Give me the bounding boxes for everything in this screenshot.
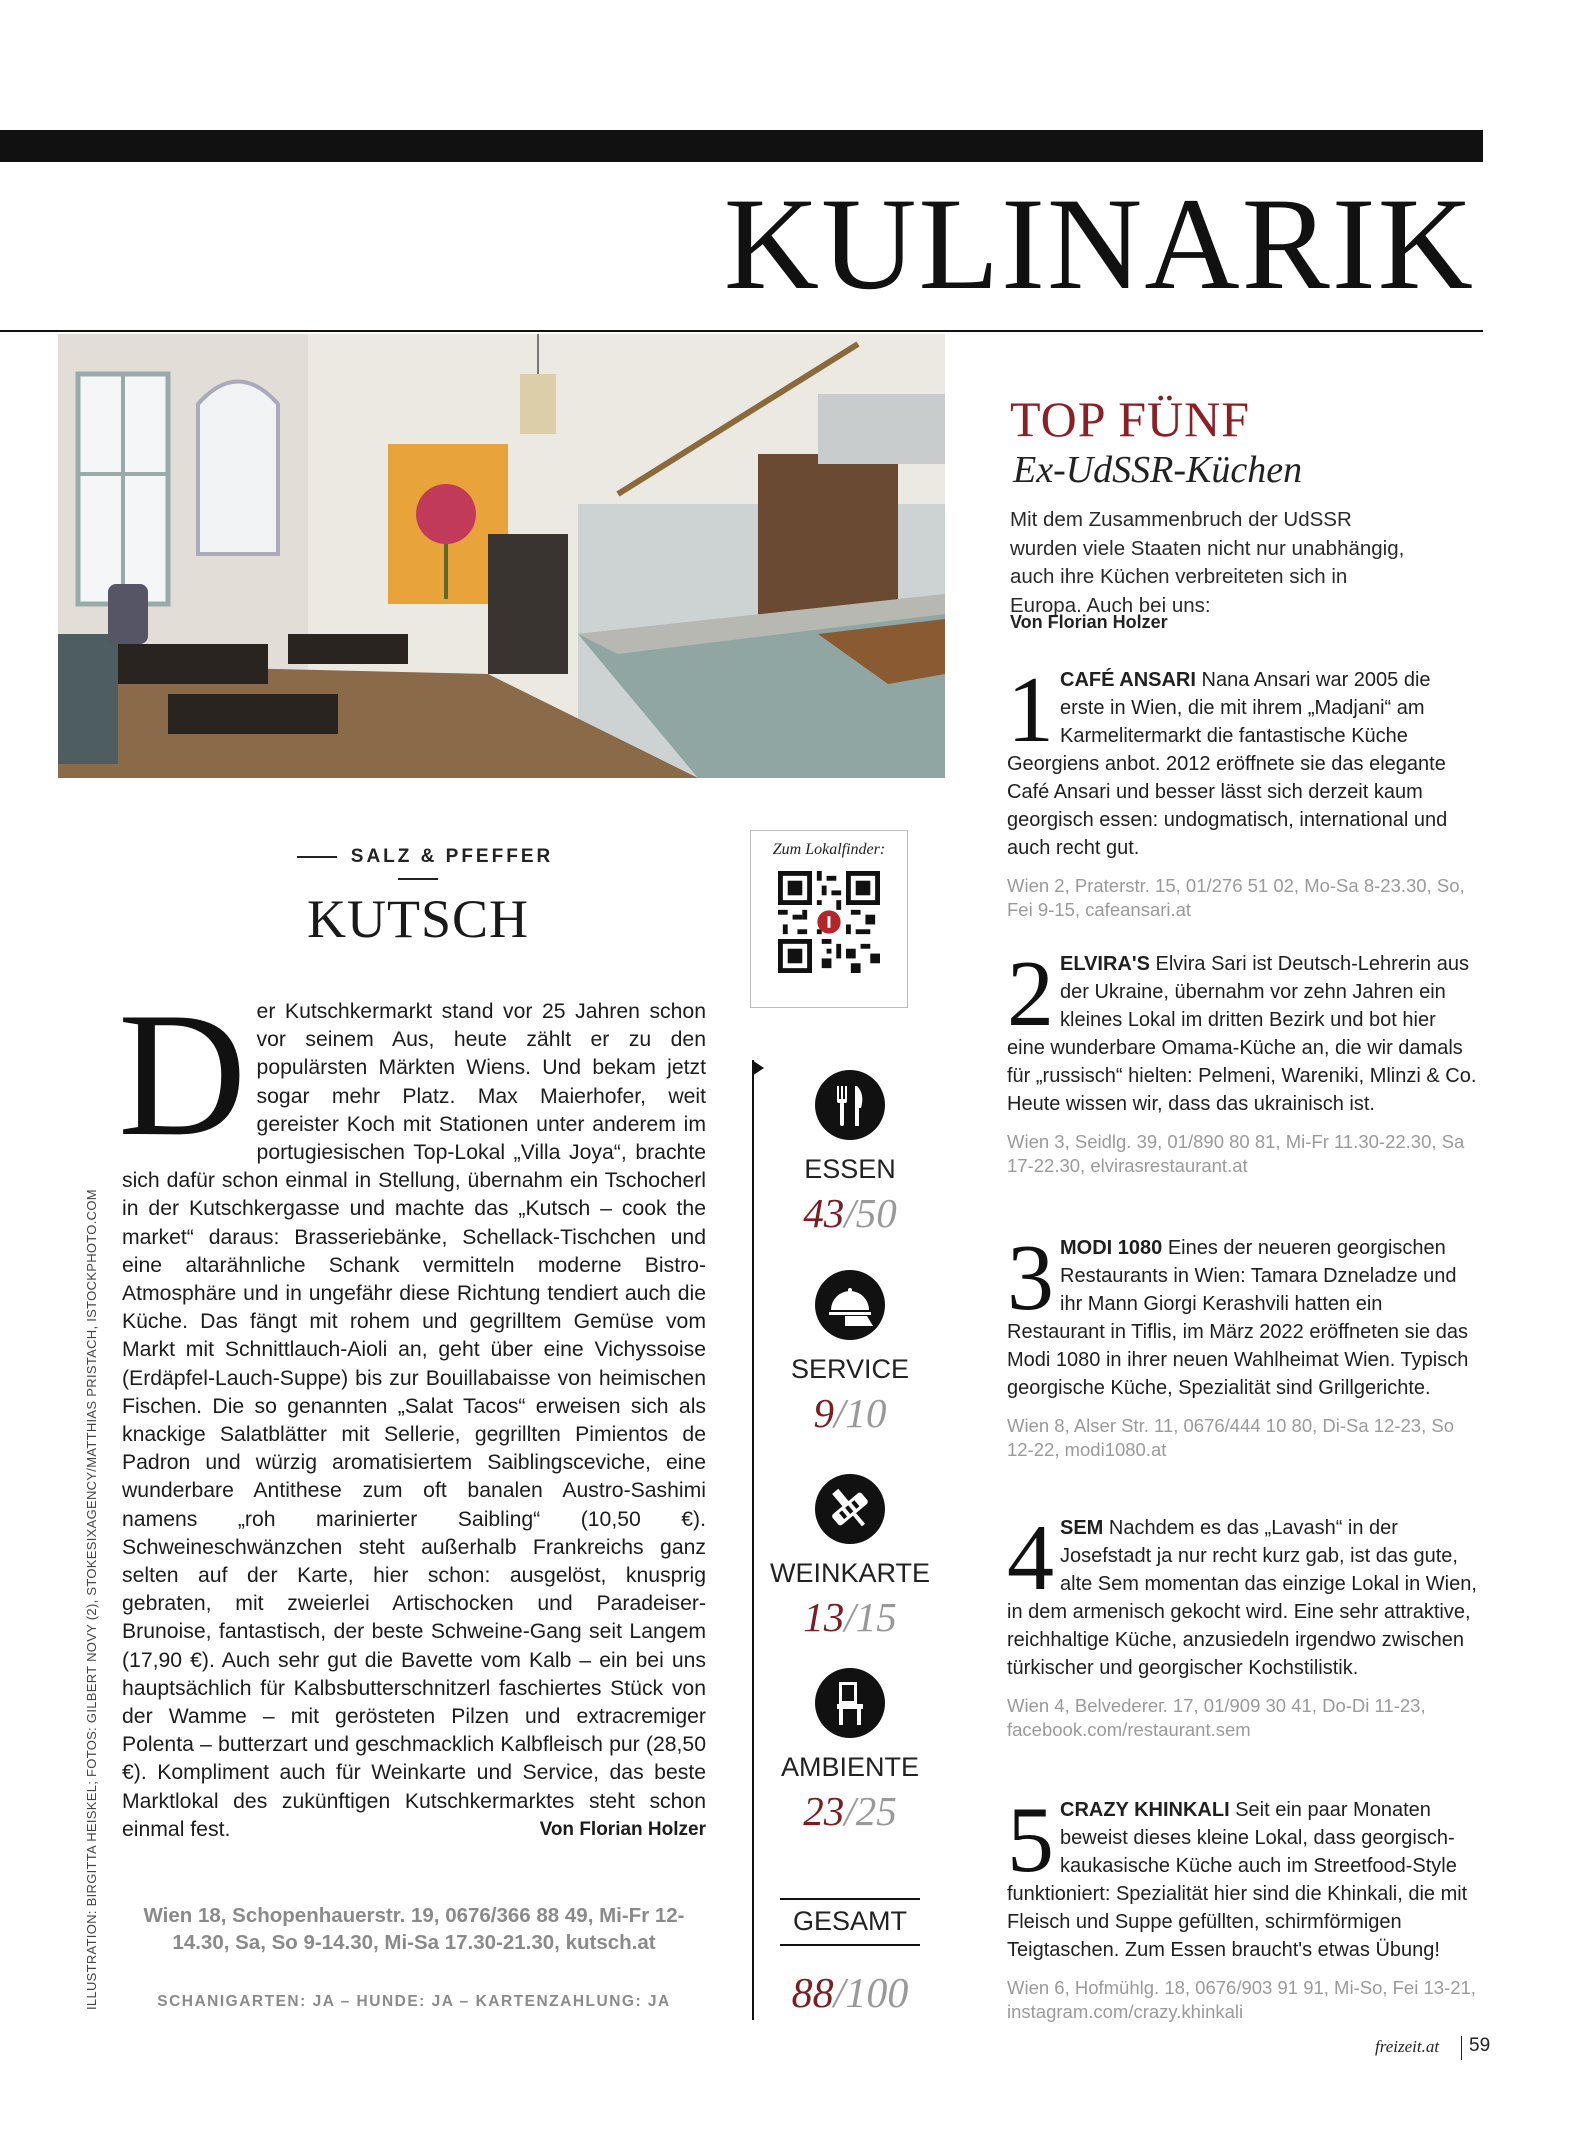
restaurant-facts: SCHANIGARTEN: JA – HUNDE: JA – KARTENZAHLUNG: JA (157, 1993, 671, 2010)
rating-score-max: /50 (844, 1190, 897, 1236)
entry-info: Wien 6, Hofmühlg. 18, 0676/903 91 91, Mi-So, Fei 13-21, instagram.com/crazy.khinkali (1007, 1977, 1476, 2022)
footer-magazine[interactable]: freizeit.at (1375, 2037, 1440, 2056)
top-five-title: TOP FÜNF (1010, 391, 1251, 447)
rating-label: ESSEN (804, 1154, 896, 1184)
entry-text: Nana Ansari war 2005 die erste in Wien, die mit ihrem „Madjani“ am Karmelitermarkt die fantastische Küche Georgiens anbot. 2012 eröffnete sie das elegante Café Ansari und besser lässt sich derzeit kaum georgisch essen: undogmatisch, international und auch recht gut. (1007, 669, 1448, 859)
rating-score (760, 1389, 940, 1437)
rating-score-value: 13 (803, 1594, 845, 1640)
entry-text: Eines der neueren georgischen Restaurants in Wien: Tamara Dzneladze und ihr Mann Giorgi Kerashvili hatten ein Restaurant in Tiflis, im März 2022 eröffneten sie das Modi 1080 in ihrer neuen Wahlheimat Wien. Typisch georgische Küche, Spezialität sind Grillgerichte. (1007, 1237, 1469, 1399)
entry-name: MODI 1080 (1060, 1237, 1163, 1259)
rating-score-value: 9 (813, 1390, 835, 1436)
corkscrew-icon (815, 1474, 885, 1544)
entry-info: Wien 4, Belvederег. 17, 01/909 30 41, Do-Di 11-23, facebook.com/restaurant.sem (1007, 1695, 1426, 1740)
qr-code-icon[interactable] (778, 871, 880, 973)
photo-credit: ILLUSTRATION: BIRGITTA HEISKEL; FOTOS: GILBERT NOVY (2), STOKESIXAGENCY/MATTHIAS PRISTACH, ISTOCKPHOTO.COM (84, 1189, 99, 2010)
entry-number: 4 (1007, 1506, 1054, 1610)
entry-number: 1 (1007, 658, 1054, 762)
rating-score-value: 43 (803, 1190, 845, 1236)
entry-number: 5 (1007, 1788, 1054, 1892)
cutlery-icon (815, 1070, 885, 1140)
footer-separator (1461, 2036, 1462, 2060)
rating-service (760, 1270, 940, 1437)
restaurant-name: KUTSCH (306, 889, 530, 949)
rating-rule (752, 1060, 754, 2020)
entry-text: Seit ein paar Monaten beweist dieses kleine Lokal, dass georgisch-kaukasische Küche auch im Streetfood-Style funktioniert: Spezialität hier sind die Khinkali, die mit Fleisch und Suppe gefüllten, schirmförmigen Teigtaschen. Zum Essen braucht's etwas Übung! (1007, 1799, 1468, 1961)
total-line-top (780, 1898, 920, 1900)
drop-cap: D (118, 975, 247, 1173)
rating-score (760, 1189, 940, 1237)
cloche-icon (815, 1270, 885, 1340)
rating-score (760, 1787, 940, 1835)
kicker-text: SALZ & PFEFFER (350, 846, 554, 867)
top-five-entry-5 (1007, 1788, 1479, 2024)
top-five-entry-2 (1007, 942, 1479, 1178)
entry-number: 3 (1007, 1226, 1054, 1330)
total-score (760, 1970, 940, 2018)
section-title: KULINARIK (723, 170, 1475, 317)
total-label: GESAMT (792, 1906, 907, 1936)
top-five-intro: Mit dem Zusammenbruch der UdSSR wurden viele Staaten nicht nur unabhängig, auch ihre Küchen verbreiteten sich in Europa. Auch bei uns: (1010, 508, 1405, 617)
top-bar (0, 130, 1483, 162)
qr-box[interactable] (750, 830, 908, 1008)
rating-weinkarte (760, 1474, 940, 1641)
rating-ambiente (760, 1668, 940, 1835)
entry-text: Nachdem es das „Lavash“ in der Josefstadt ja nur recht kurz gab, ist das gute, alte Sem momentan das einzige Lokal in Wien, in dem armenisch gekocht wird. Eine sehr attraktive, reichhaltige Küche, anzusiedeln irgendwo zwischen türkischer und georgischer Kochstilistik. (1007, 1517, 1477, 1679)
entry-name: CRAZY KHINKALI (1060, 1799, 1230, 1821)
kicker-line-right (398, 878, 438, 880)
qr-label: Zum Lokalfinder: (772, 841, 886, 858)
top-five-subtitle: Ex-UdSSR-Küchen (1013, 449, 1303, 491)
rating-score-max: /15 (844, 1594, 897, 1640)
total-line-bottom (780, 1944, 920, 1946)
review-text: er Kutschkermarkt stand vor 25 Jahren schon vor seinem Aus, heute zählt er zu den populärsten Märkten Wiens. Und bekam jetzt sogar mehr Platz. Max Maierhofer, weit gereister Koch mit Stationen unter anderem im portugiesischen Top-Lokal „Villa Joya“, brachte sich dafür schon einmal in Stellung, übernahm ein Tschocherl in der Kutschkergasse und machte das „Kutsch – cook the market“ daraus: Brasseriebänke, Schellack-Tischchen und eine altarähnliche Schank vermitteln moderne Bistro-Atmosphäre und in ungefähr diese Richtung tendiert auch die Küche. Das fängt mit rohem und gegrilltem Gemüse vom Markt mit Schnittlauch-Aioli an, geht über eine Vichyssoise (Erdäpfel-Lauch-Suppe) bis zur Bouillabaisse von heimischen Fischen. Die so genannten „Salat Tacos“ erweisen sich als knackige Salatblätter mit Sellerie, gegrillten Pimientos de Padron und würzig aromatisiertem Saiblingsceviche, eine wunderbare Antithese zum oft banalen Austro-Sashimi namens „roh marinierter Saibling“ (10,50 €). Schweineschwänzchen steht außerhalb Frankreichs ganz selten auf der Karte, hier schon: ausgelöst, knusprig gebraten, mit zweierlei Artischocken und Paradeiser-Brunoise, fantastisch, der beste Schweine-Gang seit Langem (17,90 €). Auch sehr gut die Bavette vom Kalb – ein bei uns hauptsächlich für Kalbsbutterschnitzerl faschiertes Stück von der Wamme – mit gerösteten Pilzen und extracremiger Polenta – butterzart und geschmacklich Kalbfleisch pur (28,50 €). Kompliment auch für Weinkarte und Service, das beste Marktlokal des zukünftigen Kutschkermarktes steht schon einmal fest. (122, 1000, 706, 1841)
top-five-entry-3 (1007, 1226, 1479, 1462)
header-rule (0, 330, 1483, 332)
rating-label: AMBIENTE (780, 1752, 920, 1782)
rating-essen (760, 1070, 940, 1237)
restaurant-photo (58, 334, 945, 778)
page-number: 59 (1469, 2035, 1491, 2056)
entry-text: Elvira Sari ist Deutsch-Lehrerin aus der Ukraine, übernahm vor zehn Jahren ein kleines Lokal im dritten Bezirk und bot hier eine wunderbare Omama-Küche an, die wir damals für „russisch“ hielten: Pelmeni, Wareniki, Mlinzi & Co. Heute wissen wir, dass das ukrainisch ist. (1007, 953, 1477, 1115)
review-byline: Von Florian Holzer (539, 1818, 706, 1840)
entry-name: CAFÉ ANSARI (1060, 669, 1196, 691)
entry-name: SEM (1060, 1517, 1104, 1539)
kicker-line-left (297, 856, 337, 858)
entry-name: ELVIRA'S (1060, 953, 1150, 975)
entry-info: Wien 3, Seidlg. 39, 01/890 80 81, Mi-Fr 11.30-22.30, Sa 17-22.30, elvirasrestaurant.at (1007, 1131, 1465, 1176)
chair-icon (815, 1668, 885, 1738)
entry-info: Wien 8, Alser Str. 11, 0676/444 10 80, Di-Sa 12-23, So 12-22, modi1080.at (1007, 1415, 1455, 1460)
rating-score (760, 1593, 940, 1641)
rating-label: WEINKARTE (769, 1558, 931, 1588)
total-score-max: /100 (833, 1971, 909, 2017)
entry-number: 2 (1007, 942, 1054, 1046)
top-five-byline: Von Florian Holzer (1010, 612, 1168, 632)
total-score-value: 88 (791, 1971, 834, 2017)
rating-label: SERVICE (790, 1354, 910, 1384)
entry-info: Wien 2, Praterstr. 15, 01/276 51 02, Mo-Sa 8-23.30, So, Fei 9-15, cafeansari.at (1007, 875, 1465, 920)
rating-score-value: 23 (803, 1788, 845, 1834)
rating-score-max: /10 (834, 1390, 887, 1436)
top-five-entry-4 (1007, 1506, 1479, 1742)
review-kicker (262, 846, 574, 890)
restaurant-address: Wien 18, Schopenhauerstr. 19, 0676/366 88 49, Mi-Fr 12-14.30, Sa, So 9-14.30, Mi-Sa 17.30-21.30, kutsch.at (143, 1904, 685, 1954)
review-body (118, 975, 706, 1844)
rating-score-max: /25 (844, 1788, 897, 1834)
top-five-entry-1 (1007, 658, 1479, 922)
